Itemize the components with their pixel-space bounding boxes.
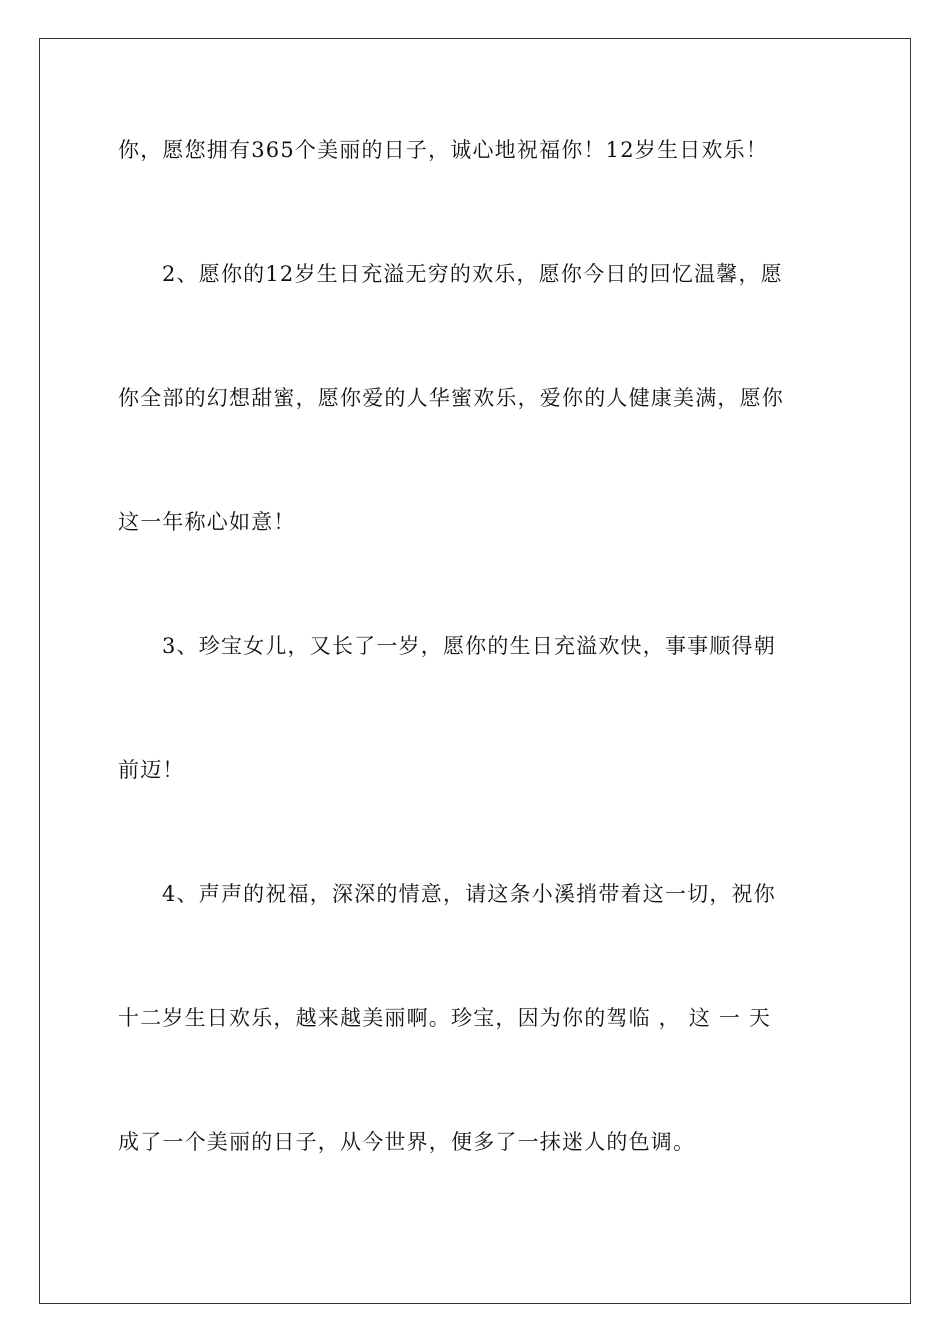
- text-line-6: 前迈！: [118, 758, 185, 782]
- page-border: [39, 38, 911, 1304]
- text-line-8: 十二岁生日欢乐，越来越美丽啊。珍宝，因为你的驾临 ， 这 一 天: [118, 1006, 772, 1030]
- text-line-1: 你，愿您拥有365个美丽的日子，诚心地祝福你！12岁生日欢乐！: [118, 138, 769, 162]
- text-line-5: 3、珍宝女儿，又长了一岁，愿你的生日充溢欢快，事事顺得朝: [162, 634, 776, 658]
- text-line-2: 2、愿你的12岁生日充溢无穷的欢乐，愿你今日的回忆温馨，愿: [162, 262, 783, 286]
- text-line-3: 你全部的幻想甜蜜，愿你爱的人华蜜欢乐，爱你的人健康美满，愿你: [118, 386, 784, 410]
- text-line-7: 4、声声的祝福，深深的情意，请这条小溪捎带着这一切，祝你: [162, 882, 776, 906]
- text-line-9: 成了一个美丽的日子，从今世界，便多了一抹迷人的色调。: [118, 1130, 696, 1154]
- text-line-4: 这一年称心如意！: [118, 510, 296, 534]
